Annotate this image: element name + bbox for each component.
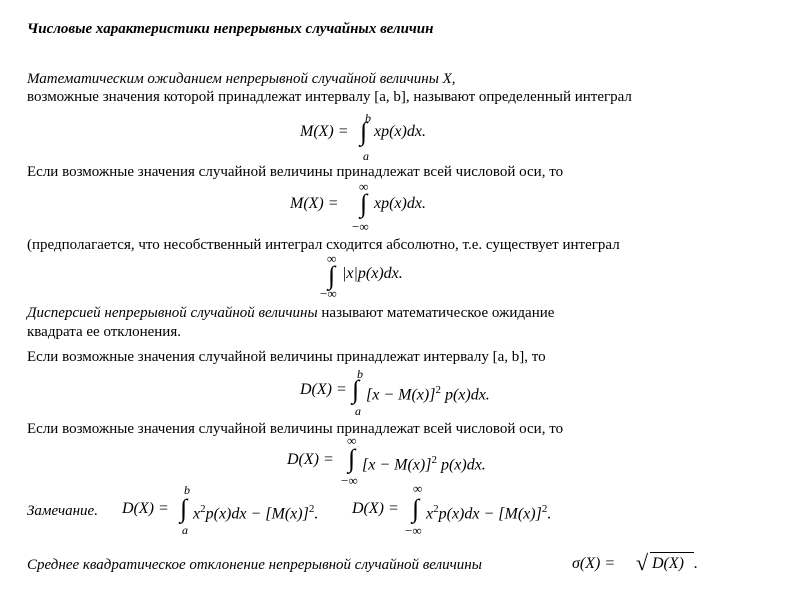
formula-end: . bbox=[694, 555, 698, 572]
upper-limit: ∞ bbox=[327, 251, 337, 266]
formula-lhs: M(X) = bbox=[300, 123, 349, 140]
whole-axis-text-1: Если возможные значения случайной величины принадлежат всей числовой оси, то bbox=[27, 164, 564, 180]
formula-rhs bbox=[193, 499, 318, 524]
lower-limit: a bbox=[363, 149, 369, 163]
upper-limit: ∞ bbox=[413, 481, 423, 496]
lower-limit: −∞ bbox=[341, 473, 358, 488]
density-minus-term: p(x)dx − [M(x)] bbox=[438, 505, 542, 523]
integral-sign: ∫ bbox=[352, 375, 360, 404]
formula-lhs: D(X) = bbox=[352, 500, 399, 517]
lower-limit: a bbox=[355, 404, 361, 418]
upper-limit: b bbox=[365, 111, 371, 125]
integral-sign: ∫ bbox=[360, 189, 368, 218]
formula-lhs: D(X) = bbox=[122, 500, 169, 517]
formula-rhs: |x|p(x)dx. bbox=[342, 265, 403, 282]
exponent: 2 bbox=[435, 384, 441, 396]
std-deviation-text: Среднее квадратическое отклонение непрерывной случайной величины bbox=[27, 557, 482, 573]
x-term: x bbox=[193, 505, 201, 523]
lower-limit: −∞ bbox=[352, 219, 369, 234]
sqrt-bar bbox=[650, 552, 694, 553]
exponent: 2 bbox=[433, 503, 439, 515]
variance-definition-line2: квадрата ее отклонения. bbox=[27, 324, 181, 340]
density-term: p(x)dx. bbox=[436, 456, 486, 474]
formula-rhs: xp(x)dx. bbox=[374, 123, 426, 140]
integral-sign: ∫ bbox=[360, 117, 368, 146]
expectation-definition-italic: Математическим ожиданием непрерывной случайной величины X, bbox=[27, 71, 456, 87]
density-minus-term: p(x)dx − [M(x)] bbox=[205, 505, 309, 523]
integral-sign: ∫ bbox=[348, 444, 356, 473]
sqrt-argument: D(X) bbox=[652, 555, 684, 572]
formula-lhs: σ(X) = bbox=[572, 555, 616, 572]
formula-lhs: D(X) = bbox=[300, 381, 347, 398]
formula-rhs bbox=[366, 380, 490, 405]
density-term: p(x)dx. bbox=[440, 386, 490, 404]
convergence-text: (предполагается, что несобственный интеграл сходится абсолютно, т.е. существует интеграл bbox=[27, 237, 620, 253]
formula-rhs bbox=[362, 450, 486, 475]
formula-rhs: xp(x)dx. bbox=[374, 195, 426, 212]
bracket-term: [x − M(x)] bbox=[362, 456, 432, 474]
upper-limit: b bbox=[357, 367, 363, 381]
lower-limit: a bbox=[182, 523, 188, 537]
variance-definition bbox=[27, 304, 554, 322]
formula-lhs: D(X) = bbox=[287, 451, 334, 468]
page-title: Числовые характеристики непрерывных случайных величин bbox=[27, 21, 434, 37]
formula-rhs bbox=[426, 499, 551, 524]
remark-label: Замечание. bbox=[27, 503, 98, 519]
exponent: 2 bbox=[308, 503, 315, 515]
integral-sign: ∫ bbox=[412, 494, 420, 523]
formula-end: . bbox=[547, 505, 552, 523]
integral-sign: ∫ bbox=[328, 261, 336, 290]
bracket-term: [x − M(x)] bbox=[366, 386, 436, 404]
exponent: 2 bbox=[431, 454, 437, 466]
whole-axis-text-2: Если возможные значения случайной величины принадлежат всей числовой оси, то bbox=[27, 421, 564, 437]
upper-limit: ∞ bbox=[347, 433, 357, 448]
exponent: 2 bbox=[200, 503, 206, 515]
sqrt-icon: √ bbox=[636, 550, 649, 575]
variance-definition-italic: Дисперсией непрерывной случайной величины bbox=[27, 305, 318, 321]
exponent: 2 bbox=[541, 503, 548, 515]
formula-end: . bbox=[314, 505, 319, 523]
expectation-definition-text: возможные значения которой принадлежат интервалу [a, b], называют определенный интеграл bbox=[27, 89, 632, 105]
integral-sign: ∫ bbox=[180, 494, 188, 523]
formula-lhs: M(X) = bbox=[290, 195, 339, 212]
lower-limit: −∞ bbox=[405, 523, 422, 538]
variance-definition-text: называют математическое ожидание bbox=[317, 305, 555, 321]
upper-limit: ∞ bbox=[359, 179, 369, 194]
lower-limit: −∞ bbox=[320, 286, 337, 301]
interval-text: Если возможные значения случайной величины принадлежат интервалу [a, b], то bbox=[27, 349, 546, 365]
x-term: x bbox=[426, 505, 434, 523]
upper-limit: b bbox=[184, 483, 190, 497]
